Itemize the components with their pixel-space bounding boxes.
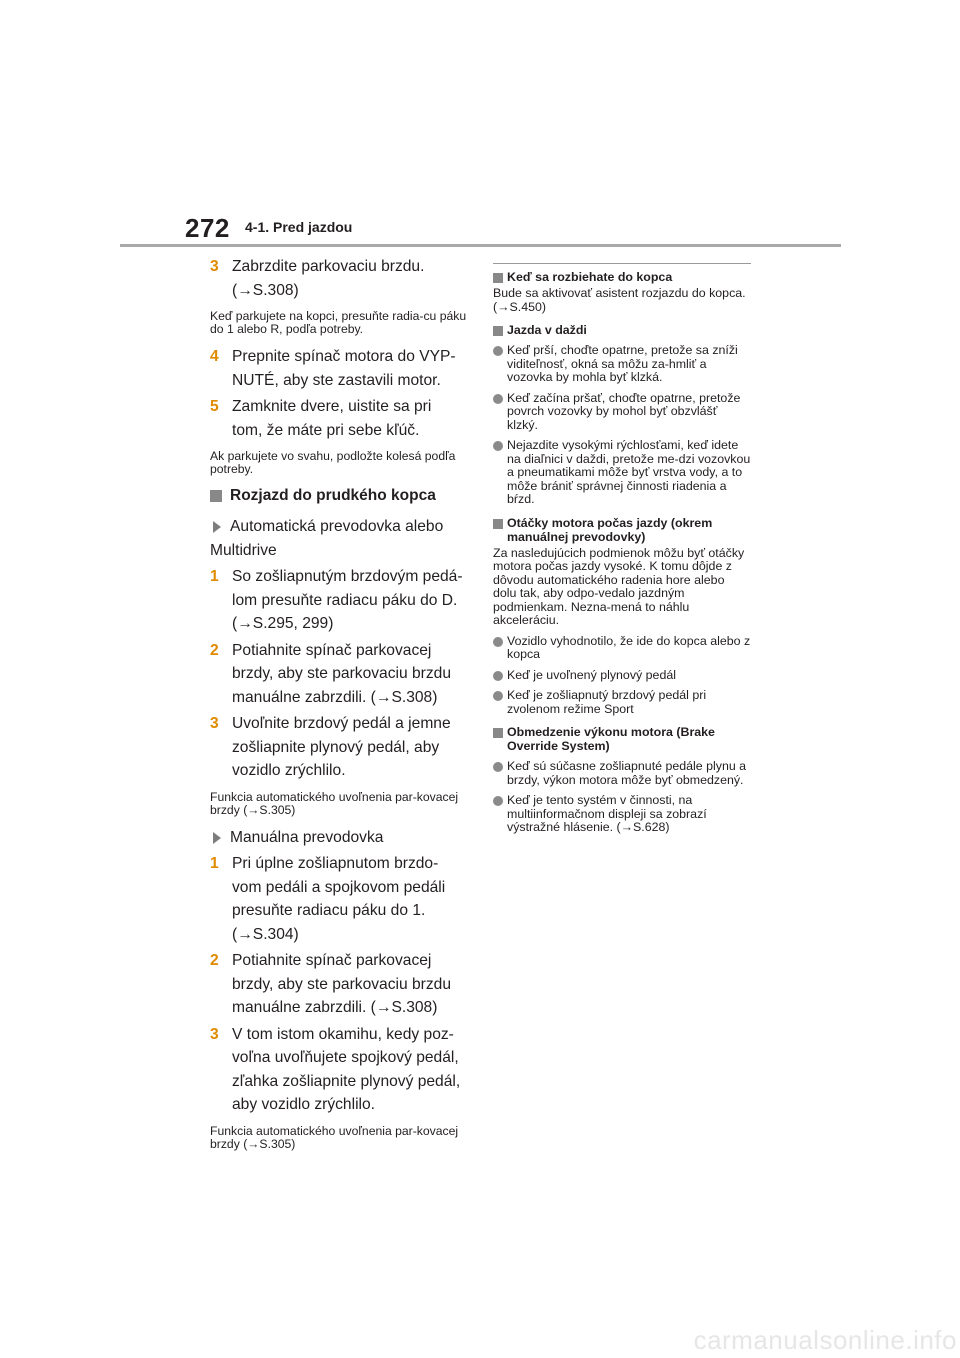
manual-step-1: 1 Pri úplne zošliapnutom brzdo- vom pedáli a spojkovom pedáli presuňte radiacu páku do 1. (→S.304) [210,852,472,946]
step-line: Prepnite spínač motora do VYP- [232,348,456,365]
manual-step-3: 3 V tom istom okamihu, kedy poz- voľna uvoľňujete spojkový pedál, zľahka zošliapnite plynový pedál, aby vozidlo zrýchlilo. [210,1023,472,1117]
round-bullet-icon [493,796,503,806]
note-auto-release: Funkcia automatického uvoľnenia par-kovacej brzdy (→S.305) [210,789,459,817]
square-bullet-icon [493,728,503,738]
auto-step-3: 3 Uvoľnite brzdový pedál a jemne zošliapnite plynový pedál, aby vozidlo zrýchlilo. [210,712,472,783]
bullet-rpm-1: Vozidlo vyhodnotilo, že ide do kopca alebo z kopca [493,635,751,662]
triangle-bullet-icon [213,832,221,844]
round-bullet-icon [493,346,503,356]
triangle-bullet-icon [213,521,221,533]
round-bullet-icon [493,441,503,451]
para-uphill: Bude sa aktivovať asistent rozjazdu do kopca. (→S.450) [493,286,746,314]
step-number: 3 [210,715,219,732]
step-4-park [210,345,472,392]
step-3-park [210,255,472,302]
watermark: carmanualsonline.info [693,1325,957,1355]
step-line: Zamknite dvere, uistite sa pri [232,398,432,415]
step-number: 3 [210,1025,219,1043]
step-text: Zabrzdite parkovaciu brzdu. [232,258,425,275]
page-number: 272 [185,213,230,243]
heading-engine-rpm: Otáčky motora počas jazdy (okrem manuálnej prevodovky) [493,516,751,544]
bullet-override-1: Keď sú súčasne zošliapnuté pedále plynu a brzdy, výkon motora môže byť obmedzený. [493,760,751,787]
round-bullet-icon [493,762,503,772]
auto-step-2: 2 Potiahnite spínač parkovacej brzdy, aby ste parkovaciu brzdu manuálne zabrzdili. (→S.308) [210,639,472,710]
right-divider [493,263,751,264]
bullet-rain-2: Keď začína pršať, choďte opatrne, pretože povrch vozovky by mohol byť obzvlášť klzký. [493,392,751,433]
step-number: 1 [210,568,219,585]
heading-brake-override: Obmedzenie výkonu motora (Brake Override System) [493,725,751,753]
square-bullet-icon [493,326,503,336]
step-ref: (→S.308) [232,281,299,299]
round-bullet-icon [493,637,503,647]
step-number: 2 [210,952,219,969]
bullet-rpm-3: Keď je zošliapnutý brzdový pedál pri zvolenom režime Sport [493,689,751,716]
square-bullet-icon [210,490,222,502]
header-divider [120,244,841,247]
subheading-manual: Manuálna prevodovka [210,826,472,850]
note-park-hill: Keď parkujete na kopci, presuňte radia-cu páku do 1 alebo R, podľa potreby. [210,309,467,336]
step-number: 3 [210,258,219,275]
bullet-rpm-2: Keď je uvoľnený plynový pedál [493,669,751,683]
left-column [210,252,472,1160]
bullet-rain-1: Keď prší, choďte opatrne, pretože sa zníži viditeľnosť, okná sa môžu za-hmliť a vozovka by mohla byť klzká. [493,344,751,385]
heading-rain: Jazda v daždi [493,323,751,337]
square-bullet-icon [493,273,503,283]
step-number: 1 [210,855,219,872]
square-bullet-icon [493,519,503,529]
heading-uphill: Keď sa rozbiehate do kopca [493,270,751,284]
bullet-rain-3: Nejazdite vysokými rýchlosťami, keď idete na diaľnici v daždi, pretože me-dzi vozovkou a pneumatikami môže byť vrstva vody, a to môže brániť správnej činnosti riadenia a bŕzd. [493,439,751,507]
auto-step-1: 1 So zošliapnutým brzdovým pedá- lom presuňte radiacu páku do D. (→S.295, 299) [210,565,472,636]
step-number: 2 [210,641,219,659]
step-number: 5 [210,398,219,415]
note-manual-release: Funkcia automatického uvoľnenia par-kovacej brzdy (→S.305) [210,1123,459,1151]
note-slope: Ak parkujete vo svahu, podložte kolesá podľa potreby. [210,449,456,476]
subheading-automatic-cont: Multidrive [210,541,277,559]
manual-step-2: 2 Potiahnite spínač parkovacej brzdy, aby ste parkovaciu brzdu manuálne zabrzdili. (→S.308) [210,949,472,1020]
step-number: 4 [210,348,219,365]
step-line: NUTÉ, aby ste zastavili motor. [232,371,441,389]
bullet-override-2: Keď je tento systém v činnosti, na multiinformačnom displeji sa zobrazí výstražné hlásenie. (→S.628) [493,794,751,835]
heading-hill-start: Rozjazd do prudkého kopca [210,485,472,507]
right-column [493,252,751,835]
round-bullet-icon [493,394,503,404]
round-bullet-icon [493,671,503,681]
para-engine-rpm: Za nasledujúcich podmienok môžu byť otáčky motora počas jazdy vysoké. K tomu dôjde z dôvodu automatického radenia hore alebo dolu tak, aby odpo-vedalo jazdným podmienkam. Nezna-mená to náhlu akceleráciu. [493,545,745,627]
round-bullet-icon [493,691,503,701]
section-title: 4-1. Pred jazdou [245,219,353,235]
step-line: tom, že máte pri sebe kľúč. [232,421,420,439]
step-5-park [210,395,472,442]
subheading-automatic: Automatická prevodovka alebo [210,515,472,539]
